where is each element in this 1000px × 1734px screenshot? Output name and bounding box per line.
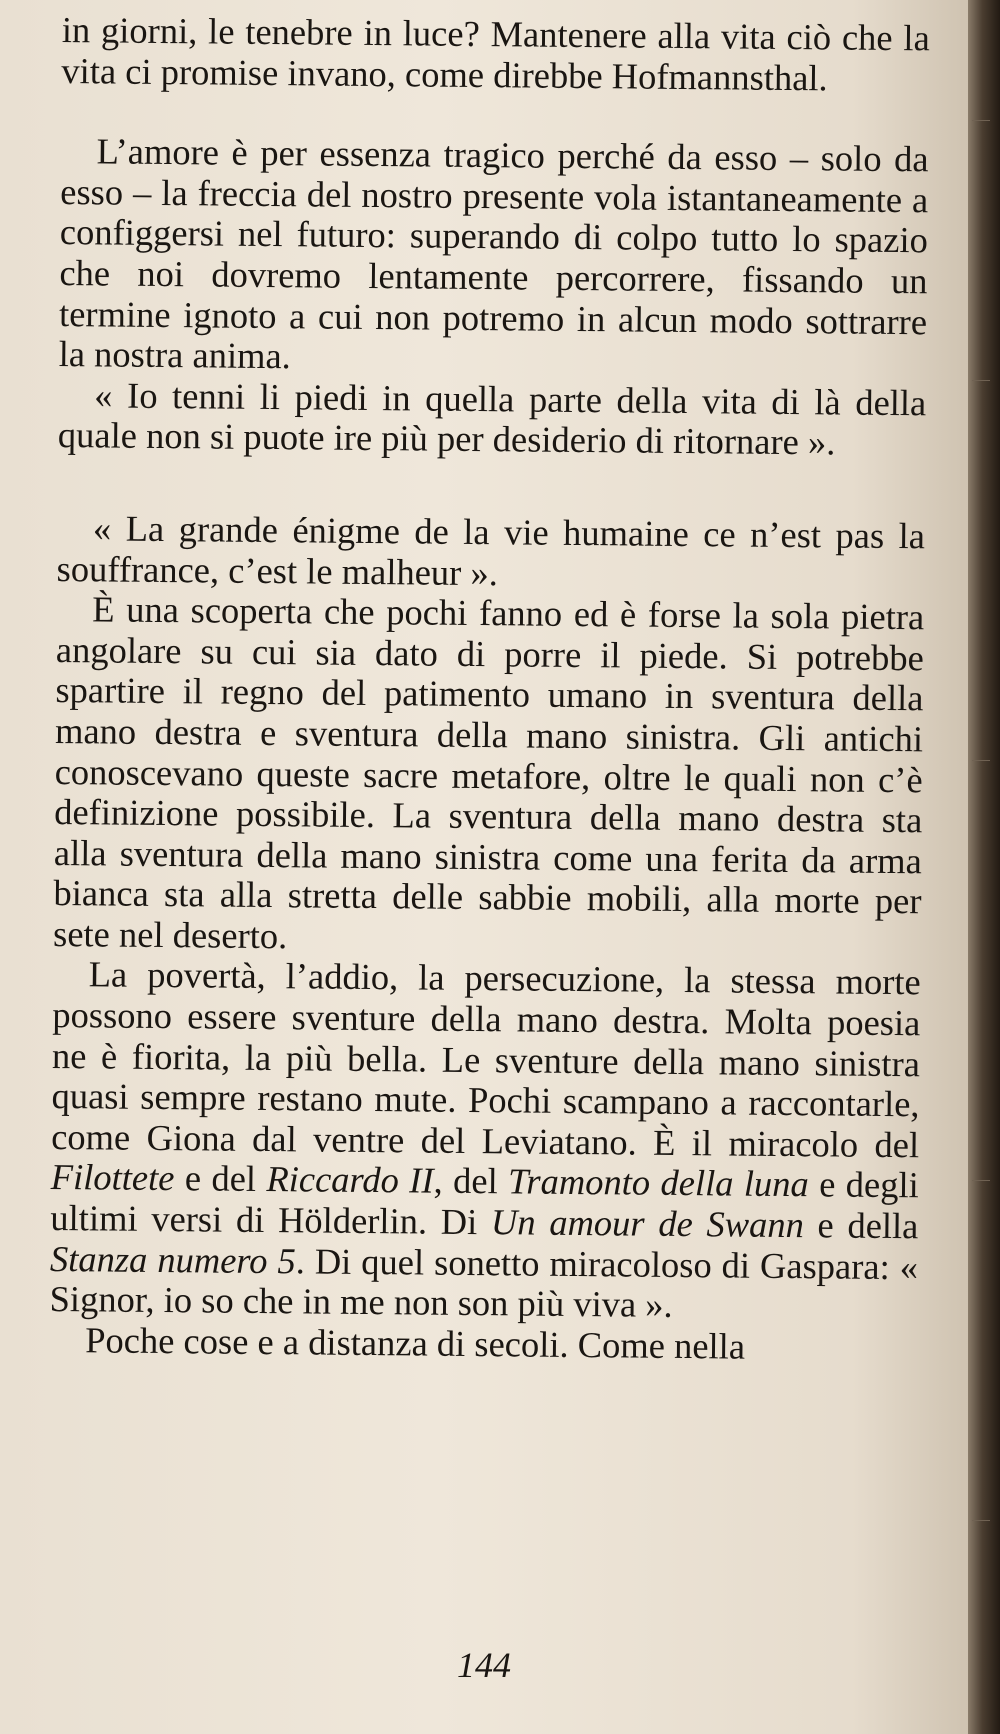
paragraph-6-text-f: . Di quel sonetto miracoloso di Gaspara: « Signor, io so che in me non son più viva ». xyxy=(49,1239,919,1326)
edge-line xyxy=(972,380,990,381)
title-un-amour-de-swann: Un amour de Swann xyxy=(490,1201,805,1246)
paragraph-1: in giorni, le tenebre in luce? Mantenere alla vita ciò che la vita ci promise invano, come direbbe Hofmannsthal. xyxy=(61,9,930,98)
page-number: 144 xyxy=(457,1645,511,1685)
title-tramonto-della-luna: Tramonto della luna xyxy=(507,1160,809,1205)
paragraph-2: L’amore è per essenza tragico perché da esso – solo da esso – la freccia del nostro presente vola istantaneamente a configgersi nel futuro: superando di colpo tutto lo spazio che noi dovremo lentamente percorrere, fissando un termine ignoto a cui non potremo in alcun modo sottrarre la nostra anima. xyxy=(58,130,929,377)
paragraph-4-quote: « La grande énigme de la vie humaine ce n’est pas la souffrance, c’est le malheur ». xyxy=(56,507,926,593)
paragraph-3-quote: « Io tenni li piedi in quella parte della vita di là della quale non si puote ire più per desiderio di ritornare ». xyxy=(57,374,927,463)
edge-line xyxy=(972,120,990,121)
paragraph-6-text-e: e della xyxy=(803,1204,919,1247)
paragraph-6-text-c: , del xyxy=(433,1160,509,1202)
paragraph-6-text-a: La povertà, l’addio, la persecuzione, la stessa morte possono essere sventure della mano destra. Molta poesia ne è fiorita, la più bella. Le sventure della mano sinistra quasi sempre restano mute. Pochi scampano a raccontarle, come Giona dal ventre del Leviatano. È il miracolo del xyxy=(50,953,921,1166)
page-text xyxy=(49,10,930,1369)
paragraph-7: Poche cose e a distanza di secoli. Come nella xyxy=(85,1319,746,1367)
title-filottete: Filottete xyxy=(50,1156,175,1199)
page-stack-edge xyxy=(968,0,1000,1734)
title-stanza-numero-5: Stanza numero 5 xyxy=(49,1237,296,1281)
paragraph-6 xyxy=(49,954,920,1328)
title-riccardo-ii: Riccardo II xyxy=(266,1158,434,1202)
edge-line xyxy=(972,1180,990,1181)
paragraph-6-text-d: e degli ultimi versi di Hölderlin. Di xyxy=(50,1163,919,1243)
paragraph-5: È una scoperta che pochi fanno ed è forse la sola pietra angolare su cui sia dato di porre il piede. Si potrebbe spartire il regno del patimento umano in sventura della mano destra e sventura della mano sinistra. Gli antichi conoscevano queste sacre metafore, oltre le quali non c’è definizione possibile. La sventura della mano destra sta alla sventura della mano sinistra come una ferita da arma bianca sta alla stretta delle sabbie mobili, alla morte per sete nel deserto. xyxy=(52,588,925,957)
paragraph-6-text-b: e del xyxy=(174,1157,267,1200)
edge-line xyxy=(972,760,990,761)
edge-line xyxy=(972,1520,990,1521)
